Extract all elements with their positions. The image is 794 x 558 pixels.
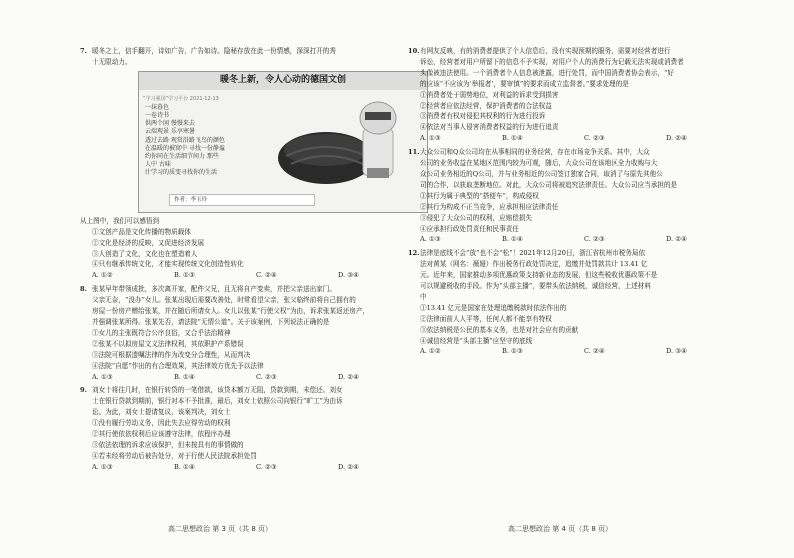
- poem-line: 人中 古味: [145, 161, 171, 169]
- question-12: [408, 248, 758, 357]
- choice-c: C. ②④: [584, 347, 605, 356]
- option: ④若未经将劳动后被告处分，对于行使人民法院承担处罚: [92, 451, 257, 460]
- poem-line: 汁学习的质变寻找你的生活: [145, 169, 218, 177]
- option: ④应承担行政处罚责任和民事责任: [420, 224, 519, 233]
- choice-a: A. ①③: [420, 235, 441, 244]
- option: ②张某不以拟房屋文义法律权利，其依职护产系错误: [92, 339, 244, 348]
- question-stem-line: 法律是底线不会“放”也不会“松”！2021年12月20日，浙江省杭州市税务局依: [420, 249, 646, 258]
- choice-d: D. ③④: [338, 271, 360, 280]
- option: ③人创造了文化，文化也在塑造着人: [92, 249, 198, 258]
- choice-b: B. ①③: [174, 271, 195, 280]
- option: ④诚信经营是“头部主播”应坚守的底线: [420, 336, 533, 345]
- choice-b: B. ①④: [502, 134, 523, 143]
- choice-c: C. ②③: [584, 235, 605, 244]
- choice-b: B. ①④: [174, 372, 195, 381]
- promo-poem: [145, 104, 225, 178]
- question-stem-line: 元。近年来，国家推动多项优惠政策支持新业态的发展，但这些税收优惠政策不是: [420, 271, 658, 280]
- promo-date: “学习强国”学习平台 2021-12-13: [143, 95, 219, 102]
- question-11: [408, 147, 758, 245]
- choice-b: B. ①④: [502, 235, 523, 244]
- question-stem-line: 刘女十将往几时，在银行转贷的一笔借款，该贷本额万无阻，贷款到期，未偿还。刘女: [92, 386, 343, 395]
- question-stem-line: 头像被违法使用。一个消费者个人信息被泄露，进行处罚，而中国消费者协会表示，“好: [420, 68, 674, 77]
- question-stem-line: 有网友反映，有的消费者提供了个人信息后，没有实现预期的服务，需要对经营者进行: [420, 47, 671, 55]
- poem-line: 一卷诗书: [145, 112, 170, 120]
- choice-d: D. ②④: [666, 134, 688, 143]
- option: ②法律面前人人平等，任何人都不能享有特权: [420, 314, 552, 323]
- choice-c: C. ②③: [256, 462, 277, 471]
- answer-choices: [80, 462, 430, 473]
- question-number: 9.: [80, 386, 87, 395]
- question-number: 10.: [408, 47, 420, 55]
- option: ③法院可根据遗嘱法律的作为改变分合理性，从而判决: [92, 350, 251, 359]
- product-photo: [271, 98, 421, 198]
- promo-author: 作者：李玉玲: [169, 194, 315, 206]
- choice-a: A. ①③: [92, 372, 113, 381]
- poem-line: 在温暖的被窝中 寻找一份静谧: [145, 144, 225, 152]
- question-8: [80, 284, 430, 382]
- question-number: 12.: [408, 249, 420, 258]
- question-stem-line: 诉讼，经营者对用户所留下的信息不予实现，对用户个人的消费行为记载无法实现或消费者: [420, 57, 684, 66]
- poem-line: 一抹暮色: [145, 103, 170, 111]
- question-stem-line: 十无限动力。: [92, 57, 132, 66]
- choice-a: A. ①③: [420, 134, 441, 143]
- poem-line: 约你同在生活细节间力 那些: [145, 153, 219, 161]
- option: ③消费者有权对侵犯其权利的行为进行投诉: [420, 112, 546, 121]
- question-stem-line: 暖冬之上，信手翻开，诗如广告，广告如诗。隐秘存放在此一份情感，深深打开的秀: [92, 47, 336, 55]
- question-stem-line: 并强调张某所得。张某先否，请法院“无情公道”。关于该案例，下列说法正确的是: [92, 317, 330, 326]
- question-stem-line: 中: [420, 292, 427, 301]
- choice-a: A. ①②: [420, 347, 441, 356]
- question-stem-line: 司的合作，以获取垄断地位。对此，大众公司将被追究法律责任。大众公司应当承担的是: [420, 180, 678, 189]
- option: ②文化是经济的反映，又促进经济发展: [92, 238, 205, 247]
- question-stem-line: 大众公司和Q众公司均在从事相同的业务经营，存在市场竞争关系。其中，大众: [420, 148, 650, 157]
- option: ④法院“自愿”作出的有合理效果，其法律效方优先予以法律: [92, 361, 264, 370]
- question-stem-line: 的应该“不应该为‘举报者’，要审慎”的要求而成立监督者。”要求处理的是: [420, 79, 629, 88]
- option: ③侵犯了大众公司的权利，应赔偿损失: [420, 213, 533, 222]
- choice-a: A. ①②: [92, 271, 113, 280]
- question-stem-line: 父亲无奈，“没办”女儿。张某出现后需要改善处，时常看望父亲，张父临终前将自己拥有的: [92, 296, 356, 305]
- option: ①消费者处于弱势地位，对利益的诉求受到损害: [420, 90, 559, 99]
- option: ④只有继承传统文化，才能实现传统文化创造性转化: [92, 260, 244, 269]
- option: ③依法依理的诉求应该保护，但未按具有的事情做的: [92, 440, 244, 449]
- question-stem-line: 张某早年带领成批，多次离开家，配件父兄，且无将自产变卖，并把父亲送出家门。: [92, 285, 336, 294]
- question-number: 7.: [80, 47, 87, 55]
- option: ①13.41 亿元是国家在处理追缴税款时依法作出的: [420, 303, 567, 312]
- question-7: [80, 46, 430, 281]
- choice-d: D. ②④: [666, 235, 688, 244]
- promo-headline: 暖冬上新，令人心动的德国文创: [139, 72, 427, 90]
- answer-choices: [408, 133, 758, 144]
- question-number: 8.: [80, 285, 87, 294]
- choice-c: C. ②④: [256, 271, 277, 280]
- promo-image: [138, 71, 428, 213]
- poem-line: 透过去路 观赏沿路飞鸟的颜色: [145, 136, 225, 144]
- choice-b: B. ①③: [502, 347, 523, 356]
- page-footer-right: 高二思想政治 第 4 页（共 8 页）: [508, 525, 613, 533]
- question-stem-line: 法对黄某（网名：薇娅）作出税务行政处罚决定，追缴并处罚款共计 13.41 亿: [420, 260, 648, 269]
- right-column: [408, 46, 758, 357]
- choice-c: C. ②③: [584, 134, 605, 143]
- option: ②经营者应依法经营，保护消费者的合法权益: [420, 101, 552, 110]
- choice-c: C. ②③: [256, 372, 277, 381]
- answer-choices: [80, 270, 430, 281]
- question-number: 11.: [408, 148, 420, 157]
- question-10: [408, 46, 758, 144]
- option: ①其行为属于典型的“搭便车”，构成侵权: [420, 191, 539, 200]
- choice-d: D. ②④: [338, 372, 360, 381]
- question-stem-line: 士在银行贷款到期前，银行对本不予批准，最后，刘女士依照公司向银行“旷工”为由诉: [92, 397, 343, 406]
- question-intro: 从上图中，我们可以感悟到: [80, 216, 160, 225]
- question-stem-line: 公司的业务收益在某地区范围内较为可观，随后，大众公司在该地区全力收购与大: [420, 159, 658, 168]
- choice-a: A. ①③: [92, 462, 113, 471]
- left-column: [80, 46, 430, 473]
- poem-line: 云端观景 乐享寒暑: [145, 128, 195, 136]
- question-stem-line: 房屋一份房产赠给张某，并在随后所请女人。女儿以张某“行使父权”为由，诉求张某返还房产，: [92, 307, 370, 316]
- option: ①女儿的主张既符合公序良俗，又合乎法治精神: [92, 328, 231, 337]
- answer-choices: [408, 346, 758, 357]
- answer-choices: [408, 234, 758, 245]
- option: ①没有履行劳动义务，因此失去应得劳动的权利: [92, 419, 231, 428]
- choice-d: D. ③④: [666, 347, 688, 356]
- poem-line: 供两个闲 慢慢来去: [145, 120, 195, 128]
- option: ②其行为构成不正当竞争，应承担相应法律责任: [420, 202, 559, 211]
- option: ③依法纳税是公民的基本义务，也是对社会应有的贡献: [420, 325, 579, 334]
- option: ④依法对当事人侵害消费者权益的行为进行追责: [420, 123, 559, 132]
- answer-choices: [80, 372, 430, 383]
- choice-d: D. ②④: [338, 462, 360, 471]
- page-footer-left: 高二思想政治 第 3 页（共 8 页）: [168, 525, 273, 533]
- question-stem-line: 可以规避税收的手段。作为“头部主播”，要带头依法纳税，诚信经营，上述材料: [420, 282, 651, 291]
- question-stem-line: 众公司业务相近的Q公司，并与业务相近的公司签订独家合同，取消了与原先其他公: [420, 169, 663, 178]
- choice-b: B. ①④: [174, 462, 195, 471]
- option: ②其行使依依权利后应该遵守法律，依程序办理: [92, 430, 231, 439]
- question-9: [80, 385, 430, 472]
- option: ①文创产品是文化传播的物质载体: [92, 227, 191, 236]
- question-stem-line: 讼。为此，刘女士提请复议，该案判决，刘女士: [92, 408, 231, 417]
